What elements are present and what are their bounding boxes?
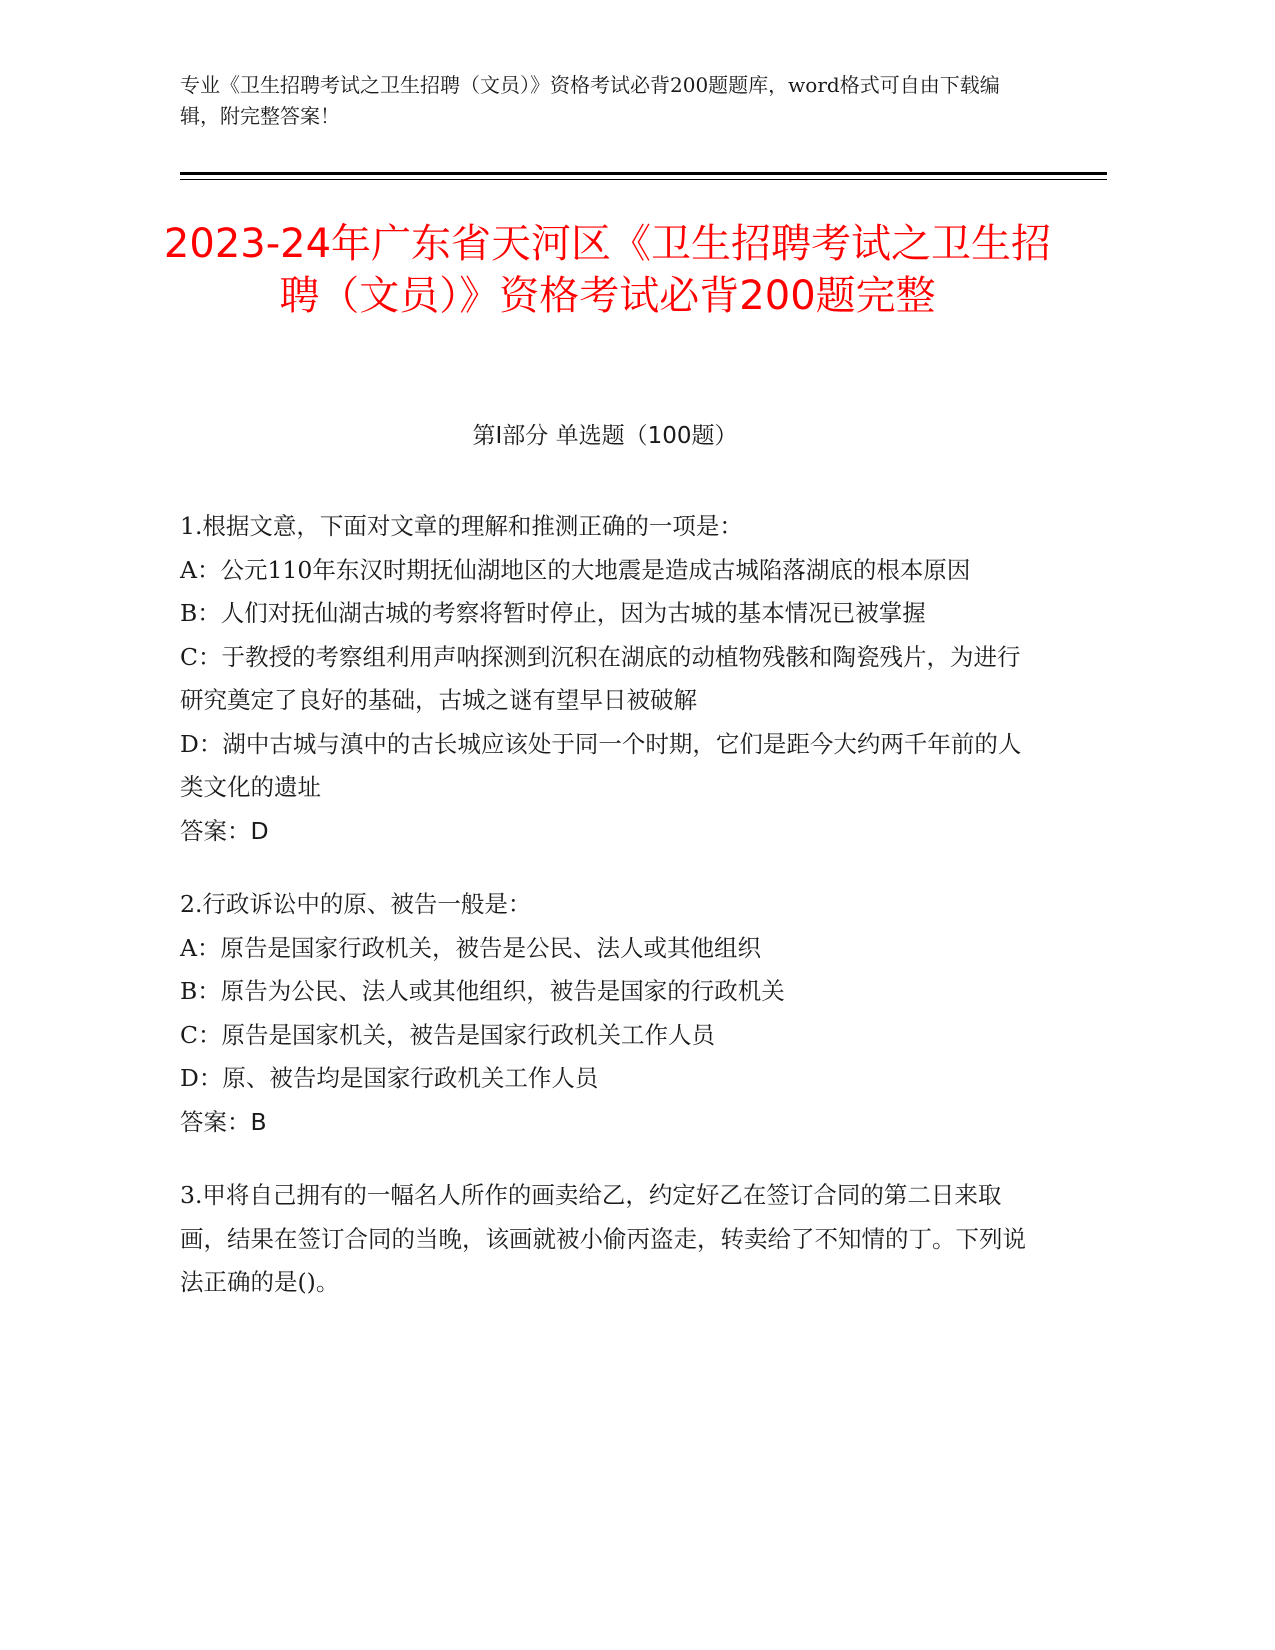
header-note: 专业《卫生招聘考试之卫生招聘（文员）》资格考试必背200题题库，word格式可自由下载编辑，附完整答案！	[180, 73, 1000, 128]
document-title: 2023-24年广东省天河区《卫生招聘考试之卫生招聘（文员）》资格考试必背200题完整	[163, 221, 1052, 319]
question-list	[180, 505, 1035, 1335]
section-heading: 第Ⅰ部分 单选题（100题）	[472, 423, 738, 449]
option-c: C：原告是国家机关，被告是国家行政机关工作人员	[180, 1020, 715, 1049]
header-divider-thick	[180, 172, 1107, 175]
option-d: D：湖中古城与滇中的古长城应该处于同一个时期，它们是距今大约两千年前的人类文化的遗址	[180, 729, 1022, 801]
option-a: A：公元110年东汉时期抚仙湖地区的大地震是造成古城陷落湖底的根本原因	[180, 555, 971, 584]
answer: 答案：B	[180, 1107, 267, 1136]
option-c: C：于教授的考察组利用声呐探测到沉积在湖底的动植物残骸和陶瓷残片，为进行研究奠定了良好的基础，古城之谜有望早日被破解	[180, 642, 1021, 714]
option-a: A：原告是国家行政机关，被告是公民、法人或其他组织	[180, 933, 761, 962]
option-b: B：人们对抚仙湖古城的考察将暂时停止，因为古城的基本情况已被掌握	[180, 599, 926, 627]
header-divider-thin	[180, 179, 1107, 180]
question-3	[180, 1174, 1035, 1305]
question-2	[180, 883, 1035, 1144]
option-b: B：原告为公民、法人或其他组织，被告是国家的行政机关	[180, 977, 785, 1005]
question-stem: 3.甲将自己拥有的一幅名人所作的画卖给乙，约定好乙在签订合同的第二日来取画，结果在签订合同的当晚，该画就被小偷丙盗走，转卖给了不知情的丁。下列说法正确的是()。	[180, 1181, 1026, 1296]
answer: 答案：D	[180, 816, 269, 845]
option-d: D：原、被告均是国家行政机关工作人员	[180, 1064, 599, 1092]
question-stem: 1.根据文意，下面对文章的理解和推测正确的一项是：	[180, 512, 743, 540]
question-stem: 2.行政诉讼中的原、被告一般是：	[180, 890, 532, 918]
question-1	[180, 505, 1035, 853]
